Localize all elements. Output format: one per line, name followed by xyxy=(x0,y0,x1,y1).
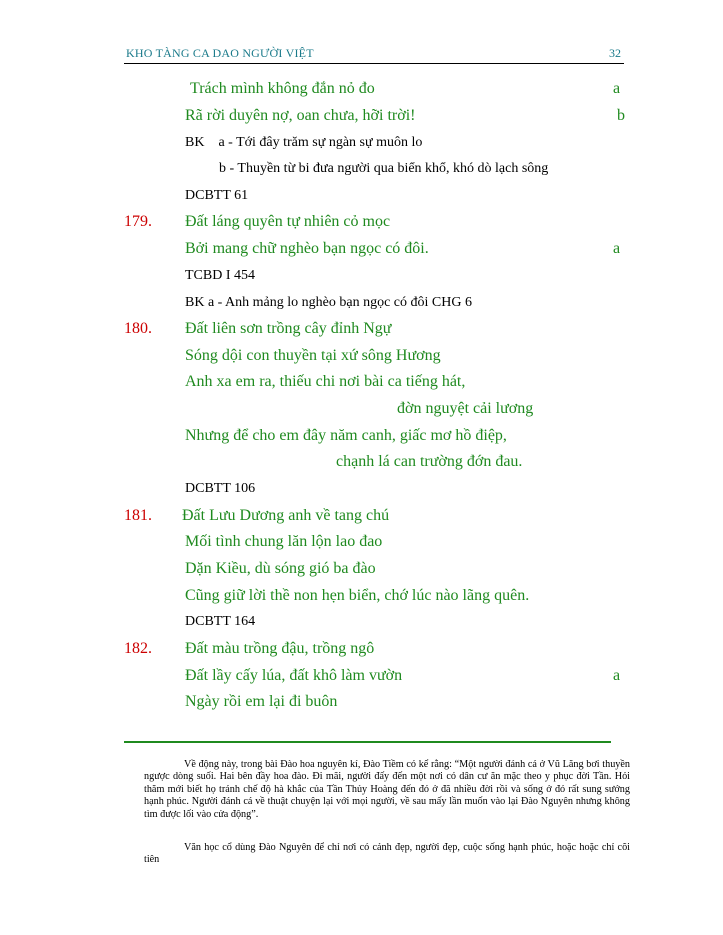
verse-line: Cũng giữ lời thề non hẹn biển, chớ lúc nào lãng quên. xyxy=(185,587,530,604)
verse-line: Đất láng quyên tự nhiên cỏ mọc xyxy=(185,213,391,230)
source-citation: DCBTT 106 xyxy=(185,481,256,496)
entry-number: 181. xyxy=(124,507,152,524)
running-header-title: KHO TÀNG CA DAO NGƯỜI VIỆT xyxy=(126,46,314,60)
page-number: 32 xyxy=(609,46,621,60)
source-citation: DCBTT 164 xyxy=(185,614,256,629)
verse-line: Ngày rồi em lại đi buôn xyxy=(185,693,338,710)
verse-line: Trách mình không đắn nỏ đo xyxy=(190,80,375,97)
header-rule xyxy=(124,63,624,64)
footnote-paragraph: Về động này, trong bài Đào hoa nguyên kí, Đào Tiềm có kể rằng: “Một người đánh cá ở Vũ Lăng bơi thuyền ngược dòng suối. Hai bên đầy hoa đào. Đi mãi, người đấy đến một nơi có dân cư ăn mặc theo y phục đời Tần. Hỏi thăm mới biết họ tránh chế độ hà khắc của Tần Thủy Hoàng đến đó ở đã nhiều đời rồi và sống ở đó rất sung sướng hạnh phúc. Người đánh cá về thuật chuyện lại với mọi người, về sau mấy lần muốn vào lại Đào Nguyên nhưng không tìm được lối vào cửa động”. xyxy=(144,759,630,820)
verse-line: Mối tình chung lăn lộn lao đao xyxy=(185,533,383,550)
entry-number: 179. xyxy=(124,213,152,230)
verse-line: đờn nguyệt cải lương xyxy=(397,400,534,417)
verse-line: Anh xa em ra, thiếu chi nơi bài ca tiếng hát, xyxy=(185,373,466,390)
verse-line: chạnh lá can trường đớn đau. xyxy=(336,453,523,470)
rhyme-mark: a xyxy=(613,80,621,97)
verse-line: Rã rời duyên nợ, oan chưa, hỡi trời! xyxy=(185,107,416,124)
variant-note: b - Thuyền từ bi đưa người qua biển khổ, khó dò lạch sông xyxy=(219,161,549,176)
footnote-rule xyxy=(124,741,611,743)
verse-line: Sóng dội con thuyền tại xứ sông Hương xyxy=(185,347,441,364)
rhyme-mark: a xyxy=(613,667,621,684)
source-citation: TCBD I 454 xyxy=(185,268,255,283)
variant-note: BK a - Tới đây trăm sự ngàn sự muôn lo xyxy=(185,135,423,150)
source-citation: DCBTT 61 xyxy=(185,188,249,203)
verse-line: Đất lầy cấy lúa, đất khô làm vườn xyxy=(185,667,403,684)
verse-line: Dặn Kiều, dù sóng gió ba đào xyxy=(185,560,376,577)
variant-note: BK a - Anh mảng lo nghèo bạn ngọc có đôi CHG 6 xyxy=(185,295,472,310)
entry-number: 182. xyxy=(124,640,152,657)
verse-line: Đất màu trồng đậu, trồng ngô xyxy=(185,640,375,657)
entry-number: 180. xyxy=(124,320,152,337)
verse-line: Bởi mang chữ nghèo bạn ngọc có đôi. xyxy=(185,240,429,257)
rhyme-mark: a xyxy=(613,240,621,257)
rhyme-mark: b xyxy=(617,107,625,124)
verse-line: Đất Lưu Dương anh về tang chú xyxy=(182,507,390,524)
verse-line: Đất liên sơn trồng cây đỉnh Ngự xyxy=(185,320,392,337)
verse-line: Nhưng để cho em đây năm canh, giấc mơ hồ điệp, xyxy=(185,427,507,444)
footnote-paragraph: Văn học cổ dùng Đào Nguyên để chỉ nơi có cảnh đẹp, người đẹp, cuộc sống hạnh phúc, hoặc hoặc chỉ cõi tiên xyxy=(144,842,630,866)
